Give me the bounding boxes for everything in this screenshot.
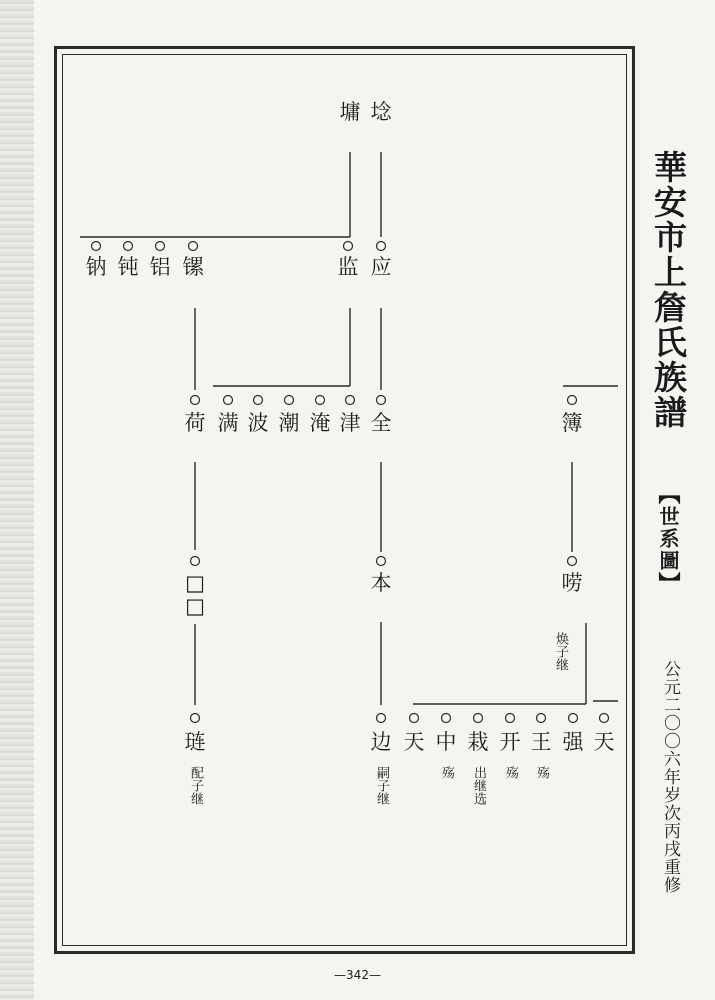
node-circle [92, 242, 101, 251]
person-name-g4a: □□ [183, 571, 207, 617]
node-circle [377, 557, 386, 566]
person-name-g5f: 开 [499, 730, 521, 754]
book-title: 華安市上詹氏族譜 [649, 150, 688, 430]
node-circle [537, 714, 546, 723]
person-name-g2a: 钠 [85, 255, 107, 279]
node-circle [506, 714, 515, 723]
section-title: 世系圖 [656, 506, 680, 572]
node-circle [124, 242, 133, 251]
person-name-g3c: 波 [247, 411, 269, 435]
note-g4c: 焕子继 [553, 632, 568, 671]
note-g5d: 殇 [439, 766, 454, 779]
node-circle [316, 396, 325, 405]
node-circle [377, 714, 386, 723]
note-g5a: 配子继 [188, 766, 203, 805]
person-name-g4b: 本 [370, 571, 392, 595]
node-circle [254, 396, 263, 405]
node-circle [191, 714, 200, 723]
person-name-p2: 埝 [370, 100, 392, 124]
bracket-left: 【 [655, 482, 681, 506]
note-g5e: 出继选 [471, 766, 486, 805]
node-circle [568, 396, 577, 405]
person-name-g5a: 琏 [184, 730, 206, 754]
person-name-g2e: 监 [337, 255, 359, 279]
section-heading [651, 482, 681, 596]
node-circle [442, 714, 451, 723]
person-name-g3g: 全 [370, 411, 392, 435]
person-name-g5b: 边 [370, 730, 392, 754]
node-circle [377, 396, 386, 405]
note-g5b: 嗣子继 [374, 766, 389, 805]
person-name-g5e: 栽 [467, 730, 489, 754]
person-name-p1: 墉 [339, 100, 361, 124]
node-circle [156, 242, 165, 251]
node-circle [346, 396, 355, 405]
person-name-g5c: 天 [403, 730, 425, 754]
node-circle [569, 714, 578, 723]
person-name-g3e: 淹 [309, 411, 331, 435]
node-circle [600, 714, 609, 723]
node-circle [189, 242, 198, 251]
person-name-g3f: 津 [339, 411, 361, 435]
person-name-g2b: 钝 [117, 255, 139, 279]
person-name-g3b: 满 [217, 411, 239, 435]
person-name-g4c: 唠 [561, 571, 583, 595]
person-name-g3a: 荷 [184, 411, 206, 435]
person-name-g3h: 簿 [561, 411, 583, 435]
node-circle [344, 242, 353, 251]
note-g5g: 殇 [534, 766, 549, 779]
node-circle [285, 396, 294, 405]
node-circle [568, 557, 577, 566]
bracket-right: 】 [655, 572, 681, 596]
person-name-g2d: 镙 [182, 255, 204, 279]
node-circle [377, 242, 386, 251]
node-circle [410, 714, 419, 723]
node-circle [191, 396, 200, 405]
node-circle [474, 714, 483, 723]
person-name-g2f: 应 [370, 255, 392, 279]
note-g5f: 殇 [503, 766, 518, 779]
node-circle [224, 396, 233, 405]
edition-note: 公元二〇〇六年岁次丙戌重修 [660, 660, 680, 894]
person-name-g5i: 天 [593, 730, 615, 754]
page-number: —342— [334, 968, 381, 982]
person-name-g5g: 王 [530, 730, 552, 754]
node-circle [191, 557, 200, 566]
person-name-g5d: 中 [435, 730, 457, 754]
person-name-g3d: 潮 [278, 411, 300, 435]
person-name-g5h: 强 [562, 730, 584, 754]
person-name-g2c: 铝 [149, 255, 171, 279]
